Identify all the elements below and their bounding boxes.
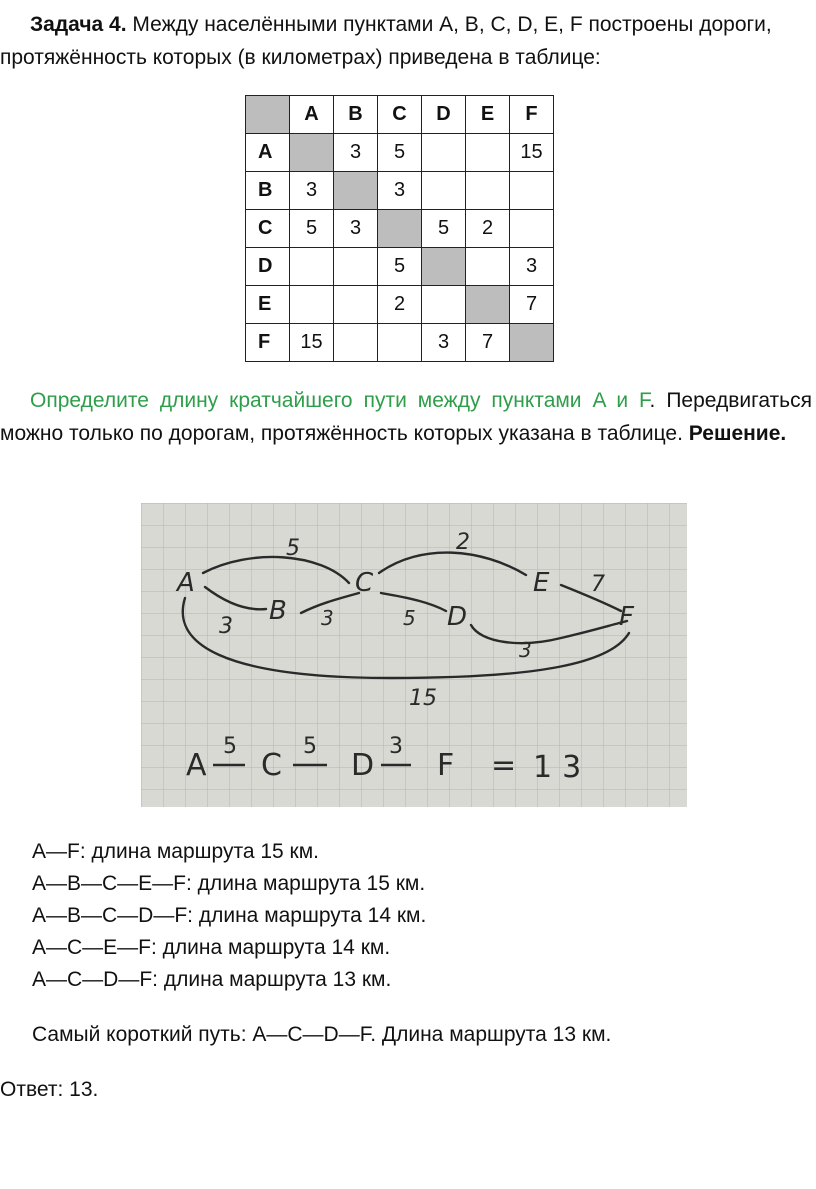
solution-line: A—F: длина маршрута 15 км. [32,840,319,863]
path-node: D [351,748,375,783]
solution-line: A—B—C—E—F: длина маршрута 15 км. [32,872,426,895]
table-cell [466,248,510,286]
table-cell [466,286,510,324]
path-total: 13 [533,750,592,785]
edge-weight: 7 [591,572,605,597]
table-cell [378,210,422,248]
node-label: C [355,568,374,598]
table-row-header: E [246,286,290,324]
table-cell [334,324,378,362]
solution-line: A—C—D—F: длина маршрута 13 км. [32,968,392,991]
task-label: Задача 4. [30,13,127,36]
task-text: Между населёнными пунктами A, B, C, D, E, F построены дороги, протяжённость которых (в километрах) приведена в таблице: [0,13,772,69]
table-row [246,172,554,210]
table-row-header: B [246,172,290,210]
table-cell: 15 [510,134,554,172]
node-label: A [177,568,195,598]
table-cell: 5 [378,248,422,286]
table-cell [290,248,334,286]
table-row [246,286,554,324]
edge-weight: 15 [409,686,437,711]
handwritten-graph-photo [141,503,687,807]
table-col-header: E [466,96,510,134]
path-weight: 3 [389,734,403,759]
table-cell [422,134,466,172]
table-cell [510,172,554,210]
task-statement [0,8,812,74]
path-node: A [186,748,207,783]
table-row-header: F [246,324,290,362]
table-cell [334,286,378,324]
table-cell: 3 [334,134,378,172]
table-cell: 15 [290,324,334,362]
table-cell: 7 [466,324,510,362]
table-cell [422,248,466,286]
solution-line: A—B—C—D—F: длина маршрута 14 км. [32,904,427,927]
table-cell: 2 [466,210,510,248]
table-cell [422,172,466,210]
path-node: F [437,748,455,783]
table-cell [510,324,554,362]
table-row [246,210,554,248]
path-weight: 5 [223,734,237,759]
path-weight: 5 [303,734,317,759]
edge-weight: 3 [321,606,334,630]
question-paragraph [0,384,812,450]
table-col-header: A [290,96,334,134]
table-cell [290,134,334,172]
edge-weight: 2 [456,530,470,555]
edge-weight: 5 [286,536,300,561]
table-header-row [246,96,554,134]
table-cell: 3 [334,210,378,248]
table-row-header: A [246,134,290,172]
table-cell: 3 [378,172,422,210]
distance-table [245,95,554,362]
solution-label: Решение. [688,422,787,445]
table-cell [422,286,466,324]
path-node: C [261,748,282,783]
table-cell [466,134,510,172]
node-label: E [533,568,550,598]
table-col-header: D [422,96,466,134]
table-row [246,324,554,362]
solution-line: A—C—E—F: длина маршрута 14 км. [32,936,391,959]
graph-sketch [141,503,687,807]
table-col-header: F [510,96,554,134]
table-cell [378,324,422,362]
table-cell [466,172,510,210]
conclusion: Самый короткий путь: A—C—D—F. Длина маршрута 13 км. [32,1023,612,1046]
question-rest: . Передвигаться можно только по дорогам, протяжённость которых указана в таблице. [0,389,812,445]
table-row [246,134,554,172]
edge-weight: 3 [519,638,532,662]
node-label: B [269,596,287,626]
table-cell: 5 [378,134,422,172]
table-cell [334,248,378,286]
table-cell: 7 [510,286,554,324]
node-label: F [619,602,634,632]
table-corner-cell [246,96,290,134]
table-col-header: C [378,96,422,134]
table-row-header: C [246,210,290,248]
edge-weight: 3 [219,614,233,639]
table-cell: 2 [378,286,422,324]
path-equals: = [491,748,517,783]
table-row-header: D [246,248,290,286]
table-cell: 3 [510,248,554,286]
table-cell: 3 [422,324,466,362]
table-cell [334,172,378,210]
table-cell: 5 [290,210,334,248]
table-cell: 3 [290,172,334,210]
table-cell: 5 [422,210,466,248]
node-label: D [447,602,468,632]
edge-weight: 5 [403,606,416,630]
table-cell [510,210,554,248]
table-cell [290,286,334,324]
table-row [246,248,554,286]
table-col-header: B [334,96,378,134]
question-highlight: Определите длину кратчайшего пути между пунктами A и F [30,389,650,412]
answer: Ответ: 13. [0,1078,99,1101]
